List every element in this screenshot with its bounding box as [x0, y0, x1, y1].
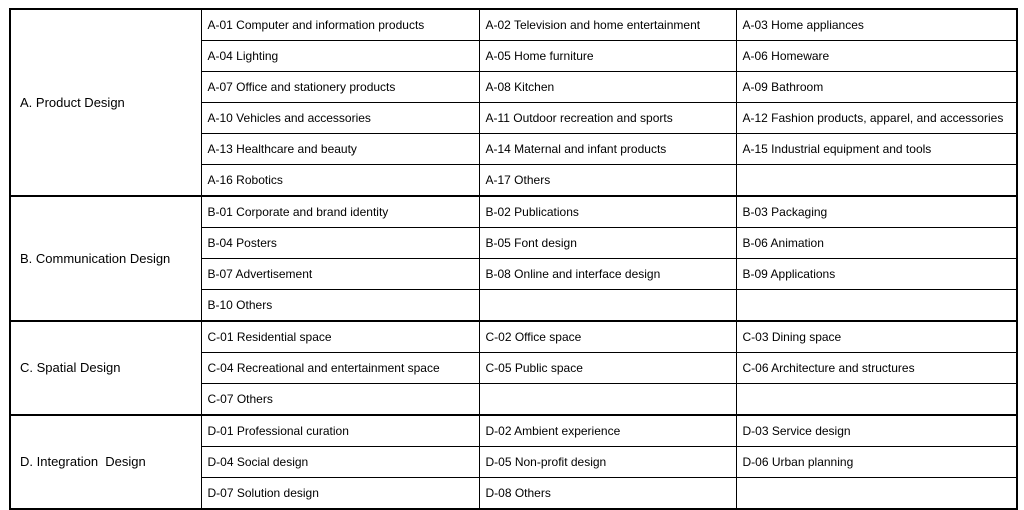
- subcategory-cell: C-03 Dining space: [736, 321, 1017, 353]
- subcategory-cell: C-06 Architecture and structures: [736, 353, 1017, 384]
- table-row: [10, 415, 1017, 447]
- subcategory-cell: B-06 Animation: [736, 228, 1017, 259]
- subcategory-cell: D-06 Urban planning: [736, 447, 1017, 478]
- subcategory-cell: A-03 Home appliances: [736, 9, 1017, 41]
- subcategory-cell: D-03 Service design: [736, 415, 1017, 447]
- subcategory-cell: B-04 Posters: [201, 228, 479, 259]
- subcategory-cell: A-10 Vehicles and accessories: [201, 103, 479, 134]
- subcategory-cell: A-11 Outdoor recreation and sports: [479, 103, 736, 134]
- subcategory-cell: B-07 Advertisement: [201, 259, 479, 290]
- subcategory-cell: B-01 Corporate and brand identity: [201, 196, 479, 228]
- subcategory-cell: B-03 Packaging: [736, 196, 1017, 228]
- subcategory-cell: A-13 Healthcare and beauty: [201, 134, 479, 165]
- table-row: [10, 196, 1017, 228]
- subcategory-cell: A-05 Home furniture: [479, 41, 736, 72]
- table-body: [10, 9, 1017, 509]
- subcategory-cell: A-08 Kitchen: [479, 72, 736, 103]
- subcategory-cell-empty: [736, 384, 1017, 416]
- subcategory-cell: C-02 Office space: [479, 321, 736, 353]
- subcategory-cell: D-05 Non-profit design: [479, 447, 736, 478]
- category-label: D. Integration Design: [10, 415, 201, 509]
- subcategory-cell: D-08 Others: [479, 478, 736, 510]
- subcategory-cell-empty: [736, 290, 1017, 322]
- design-category-table: [9, 8, 1018, 510]
- subcategory-cell: C-05 Public space: [479, 353, 736, 384]
- subcategory-cell: A-07 Office and stationery products: [201, 72, 479, 103]
- subcategory-cell: A-02 Television and home entertainment: [479, 9, 736, 41]
- subcategory-cell: B-05 Font design: [479, 228, 736, 259]
- subcategory-cell: B-09 Applications: [736, 259, 1017, 290]
- subcategory-cell: A-12 Fashion products, apparel, and accessories: [736, 103, 1017, 134]
- subcategory-cell: B-02 Publications: [479, 196, 736, 228]
- subcategory-cell: D-01 Professional curation: [201, 415, 479, 447]
- subcategory-cell: D-02 Ambient experience: [479, 415, 736, 447]
- subcategory-cell: A-01 Computer and information products: [201, 9, 479, 41]
- subcategory-cell: A-14 Maternal and infant products: [479, 134, 736, 165]
- category-label: B. Communication Design: [10, 196, 201, 321]
- subcategory-cell: D-04 Social design: [201, 447, 479, 478]
- subcategory-cell-empty: [736, 478, 1017, 510]
- subcategory-cell: A-06 Homeware: [736, 41, 1017, 72]
- subcategory-cell: C-01 Residential space: [201, 321, 479, 353]
- subcategory-cell-empty: [479, 384, 736, 416]
- subcategory-cell: A-09 Bathroom: [736, 72, 1017, 103]
- subcategory-cell: A-17 Others: [479, 165, 736, 197]
- subcategory-cell: D-07 Solution design: [201, 478, 479, 510]
- subcategory-cell: C-07 Others: [201, 384, 479, 416]
- category-label: A. Product Design: [10, 9, 201, 196]
- table-row: [10, 9, 1017, 41]
- subcategory-cell: A-16 Robotics: [201, 165, 479, 197]
- subcategory-cell: B-10 Others: [201, 290, 479, 322]
- subcategory-cell: A-15 Industrial equipment and tools: [736, 134, 1017, 165]
- table-row: [10, 321, 1017, 353]
- subcategory-cell: C-04 Recreational and entertainment space: [201, 353, 479, 384]
- subcategory-cell: A-04 Lighting: [201, 41, 479, 72]
- subcategory-cell-empty: [736, 165, 1017, 197]
- category-label: C. Spatial Design: [10, 321, 201, 415]
- subcategory-cell: B-08 Online and interface design: [479, 259, 736, 290]
- subcategory-cell-empty: [479, 290, 736, 322]
